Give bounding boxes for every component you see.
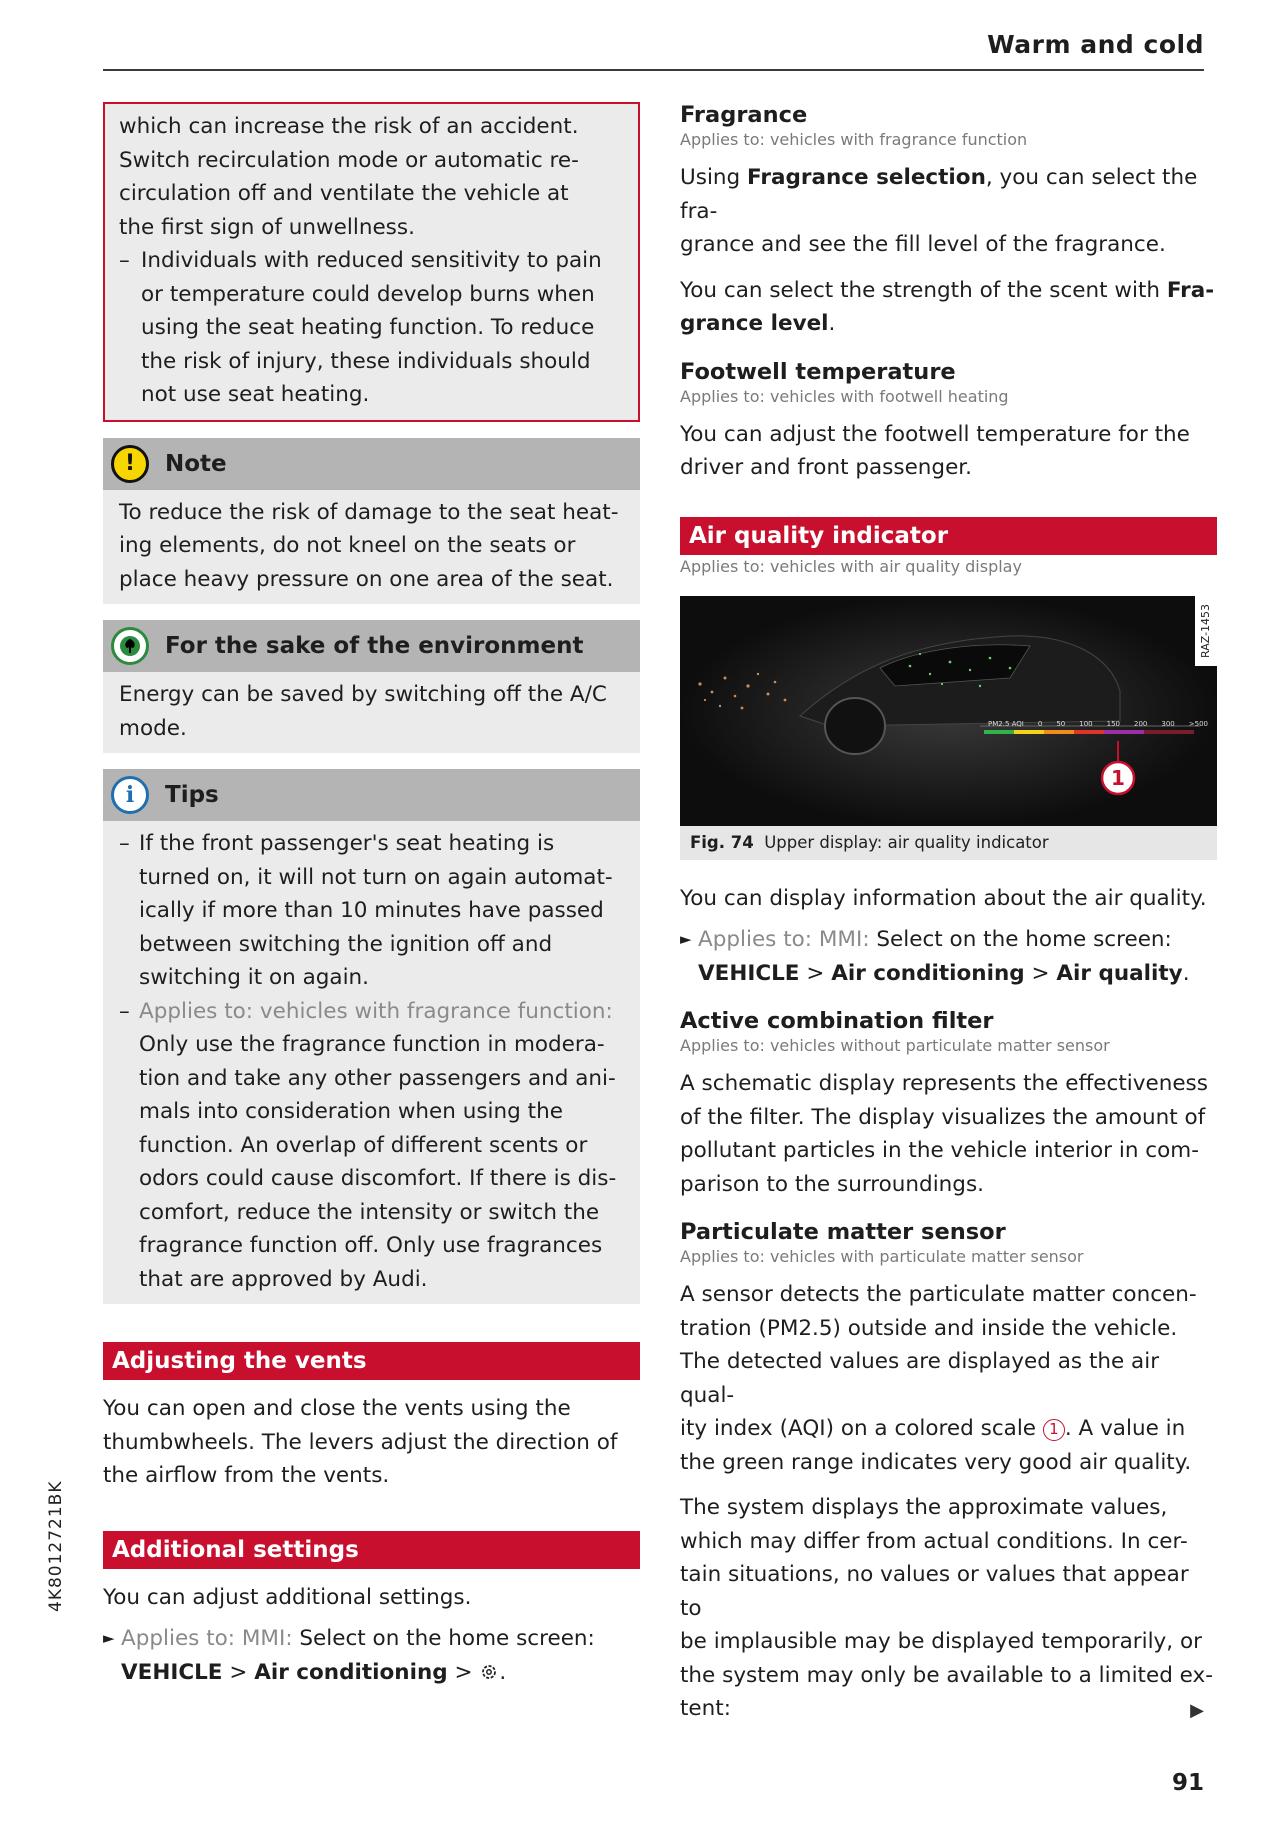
- text-line: A schematic display represents the effectiveness: [680, 1071, 1208, 1096]
- heading-footwell: Footwell temperature: [680, 358, 956, 385]
- text-line: Individuals with reduced sensitivity to pain: [141, 248, 602, 273]
- air-quality-intro: You can display information about the air quality.: [680, 885, 1207, 911]
- text-line: using the seat heating function. To reduce: [141, 315, 595, 340]
- text-line: that are approved by Audi.: [139, 1266, 428, 1292]
- vents-text: [103, 1392, 640, 1493]
- warning-continuation: [119, 110, 618, 244]
- fragrance-p2: You can select the strength of the scent with Fra- grance level.: [680, 277, 1215, 336]
- text-line: not use seat heating.: [141, 382, 370, 407]
- aqi-scale-labels: PM2.5 AQI 0 50 100 150 200 300 >500: [988, 719, 1208, 728]
- text-line: To reduce the risk of damage to the seat heat-: [119, 499, 619, 525]
- text-line: of the filter. The display visualizes the amount of: [680, 1104, 1206, 1130]
- info-icon: i: [111, 776, 149, 814]
- continue-arrow-icon: ▶: [1190, 1700, 1204, 1721]
- text-line: mals into consideration when using the: [139, 1099, 563, 1124]
- tree-icon: [111, 627, 149, 665]
- applies-air-quality: Applies to: vehicles with air quality display: [680, 556, 1022, 576]
- tip-item: – Applies to: vehicles with fragrance function: Only use the fragrance function in modera- tion and take any other passengers and ani- mals into consideration when using the function. An overlap of different scents or odors could cause discomfort. If there is dis- comfort, reduce the intensity or switch the fragrance function off. Only use fragrances that are approved by Audi.: [119, 995, 624, 1297]
- additional-intro: You can adjust additional settings.: [103, 1584, 472, 1610]
- environment-box: [103, 620, 640, 753]
- settings-gear-icon: [479, 1660, 499, 1685]
- heading-fragrance: Fragrance: [680, 102, 808, 128]
- text-line: between switching the ignition off and: [139, 931, 553, 957]
- heading-filter: Active combination filter: [680, 1008, 994, 1034]
- note-box: [103, 438, 640, 605]
- document-code: 4K8012721BK: [46, 1480, 66, 1612]
- note-label: Note: [165, 450, 227, 477]
- page-header-title: Warm and cold: [987, 30, 1204, 59]
- tips-label: Tips: [165, 782, 219, 808]
- page-number: 91: [1171, 1770, 1204, 1796]
- air-quality-instruction: ► Applies to: MMI: Select on the home screen: VEHICLE > Air conditioning > Air quality.: [680, 923, 1217, 990]
- step-arrow-icon: ►: [680, 930, 692, 948]
- text-line: tration (PM2.5) outside and inside the vehicle.: [680, 1315, 1178, 1341]
- text-line: A sensor detects the particulate matter concen-: [680, 1282, 1197, 1307]
- header-divider: [103, 69, 1204, 71]
- menu-path-ac: Air conditioning: [254, 1659, 448, 1685]
- text-line: You can adjust the footwell temperature for the: [680, 421, 1190, 447]
- text-line: ically if more than 10 minutes have passed: [139, 898, 604, 923]
- text-line: Energy can be saved by switching off the A/C: [119, 682, 607, 707]
- environment-text: [103, 672, 640, 753]
- text-line: If the front passenger's seat heating is: [139, 831, 555, 856]
- text-line: The system displays the approximate values,: [680, 1495, 1168, 1520]
- text-line: the airflow from the vents.: [103, 1463, 390, 1488]
- tips-text: [103, 821, 640, 1304]
- section-heading-air-quality: Air quality indicator: [680, 517, 1217, 555]
- applies-pm-sensor: Applies to: vehicles with particulate matter sensor: [680, 1247, 1084, 1266]
- figure-callout-1: 1: [1111, 765, 1125, 790]
- step-arrow-icon: ►: [103, 1629, 115, 1647]
- figure-caption: Fig. 74 Upper display: air quality indicator: [680, 826, 1217, 860]
- additional-instruction: ► Applies to: MMI: Select on the home screen: VEHICLE > Air conditioning > .: [103, 1622, 640, 1689]
- section-heading-additional: Additional settings: [103, 1531, 640, 1569]
- section-heading-vents: Adjusting the vents: [103, 1342, 640, 1380]
- text-line: switching it on again.: [139, 965, 370, 990]
- text-line: fragrance function off. Only use fragrances: [139, 1233, 603, 1258]
- text-line: tent:: [680, 1696, 731, 1721]
- tips-header: [103, 769, 640, 821]
- heading-pm-sensor: Particulate matter sensor: [680, 1219, 1006, 1245]
- text-line: ing elements, do not kneel on the seats or: [119, 533, 576, 558]
- text-line: be implausible may be displayed temporarily, or: [680, 1629, 1202, 1654]
- text-line: Only use the fragrance function in modera-: [139, 1032, 605, 1057]
- note-text: [103, 490, 640, 605]
- text-line: mode.: [119, 715, 187, 741]
- text-line: which may differ from actual conditions. In cer-: [680, 1528, 1188, 1554]
- environment-label: For the sake of the environment: [165, 633, 584, 659]
- text-line: Switch recirculation mode or automatic re-: [119, 147, 579, 173]
- figure-image: [680, 596, 1217, 826]
- figure-code: RAZ-1453: [1195, 596, 1217, 666]
- right-column: [680, 102, 1217, 1726]
- warning-icon: !: [111, 445, 149, 483]
- fragrance-p1: Using Fragrance selection, you can select the fra- grance and see the fill level of the fragrance.: [680, 165, 1198, 257]
- text-line: tain situations, no values or values that appear to: [680, 1562, 1189, 1621]
- pm-sensor-p2: [680, 1491, 1217, 1726]
- warning-item: – Individuals with reduced sensitivity to pain or temperature could develop burns when using the seat heating function. To reduce the risk of injury, these individuals should not use seat heating.: [119, 244, 618, 412]
- figure-air-quality: [680, 596, 1217, 860]
- text-line: or temperature could develop burns when: [141, 281, 595, 307]
- text-line: tion and take any other passengers and ani-: [139, 1065, 616, 1091]
- text-line: comfort, reduce the intensity or switch the: [139, 1199, 600, 1225]
- text-line: thumbwheels. The levers adjust the direction of: [103, 1429, 618, 1455]
- callout-1-icon: 1: [1043, 1419, 1065, 1441]
- text-line: parison to the surroundings.: [680, 1171, 984, 1197]
- text-line: the system may only be available to a limited ex-: [680, 1662, 1214, 1688]
- applies-filter: Applies to: vehicles without particulate matter sensor: [680, 1036, 1110, 1055]
- applies-fragrance: Applies to: vehicles with fragrance function: [680, 130, 1028, 149]
- text-line: You can open and close the vents using the: [103, 1396, 571, 1421]
- tips-box: [103, 769, 640, 1304]
- tip-applies: Applies to: vehicles with fragrance function:: [139, 998, 613, 1024]
- environment-header: [103, 620, 640, 672]
- pm-sensor-p1: A sensor detects the particulate matter concen- tration (PM2.5) outside and inside the vehicle. The detected values are displayed as the air qual- ity index (AQI) on a colored scale 1 . A value in the green range indicates very good air quality.: [680, 1278, 1217, 1479]
- text-line: the first sign of unwellness.: [119, 214, 415, 240]
- warning-box: [103, 102, 640, 422]
- filter-text: [680, 1067, 1217, 1201]
- text-line: driver and front passenger.: [680, 455, 973, 480]
- text-line: The detected values are displayed as the air qual-: [680, 1349, 1160, 1408]
- text-line: pollutant particles in the vehicle interior in com-: [680, 1138, 1199, 1163]
- applies-footwell: Applies to: vehicles with footwell heating: [680, 386, 1009, 406]
- menu-path-vehicle: VEHICLE: [121, 1659, 223, 1685]
- text-line: odors could cause discomfort. If there is dis-: [139, 1166, 617, 1191]
- note-header: [103, 438, 640, 490]
- text-line: the risk of injury, these individuals should: [141, 348, 591, 374]
- text-line: circulation off and ventilate the vehicle at: [119, 181, 569, 206]
- tip-item: – If the front passenger's seat heating is turned on, it will not turn on again automat- ically if more than 10 minutes have passed between switching the ignition off and switching it on again.: [119, 827, 624, 995]
- text-line: which can increase the risk of an accident.: [119, 114, 579, 139]
- text-line: place heavy pressure on one area of the seat.: [119, 566, 614, 592]
- left-column: [103, 102, 640, 1689]
- footwell-text: [680, 418, 1217, 485]
- text-line: turned on, it will not turn on again automat-: [139, 864, 613, 890]
- text-line: function. An overlap of different scents or: [139, 1132, 588, 1158]
